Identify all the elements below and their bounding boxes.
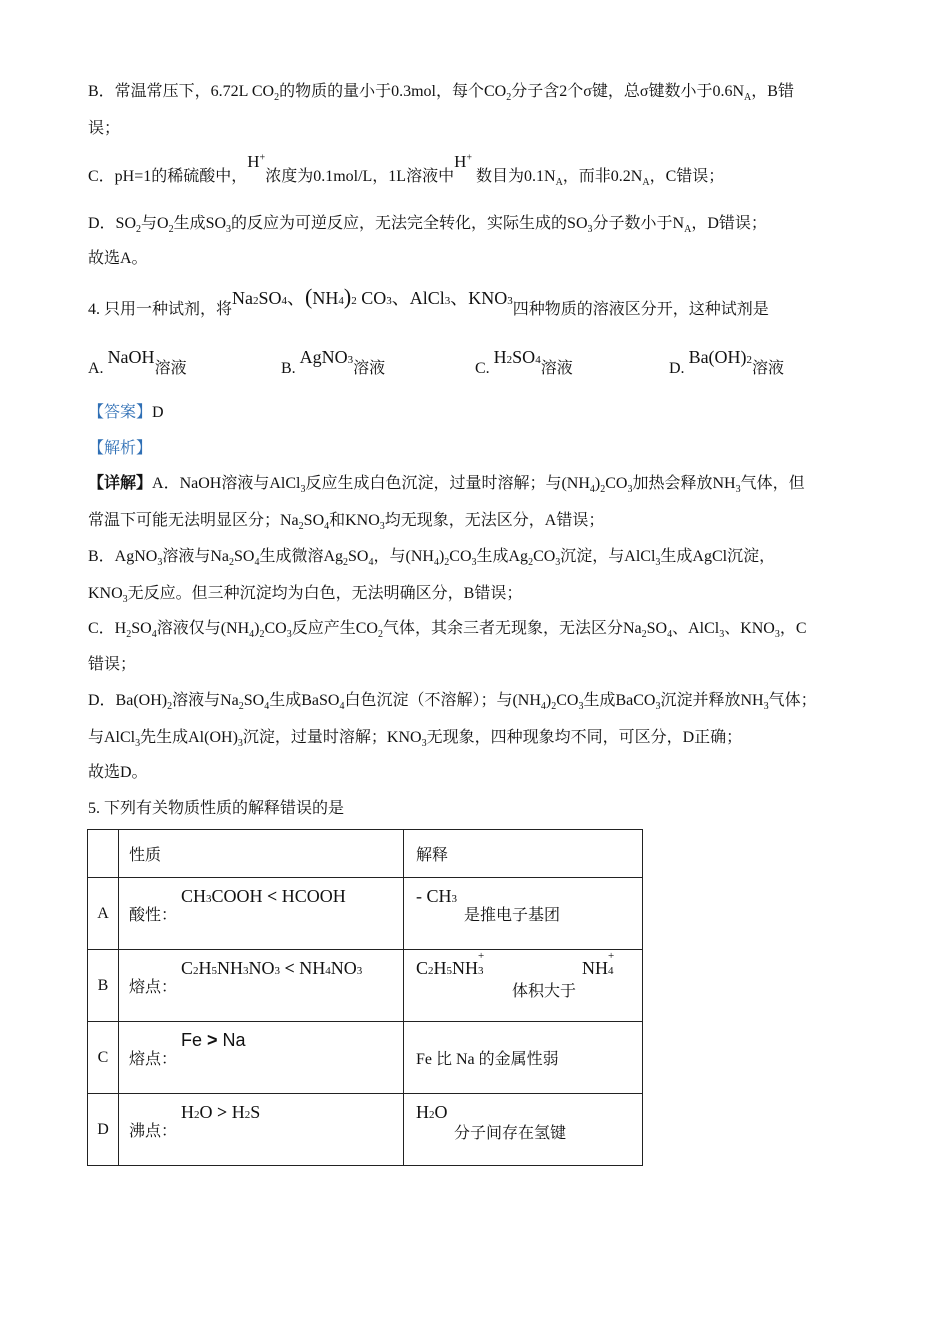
row-id: B bbox=[88, 950, 119, 1022]
detail-line-3: B．AgNO$_3$溶液与$Na_2SO_4$生成微溶$Ag_2SO_4$，与$(NH_4)_2CO_3$生成$Ag_2CO_3$沉淀，与AlCl$_3$生成AgCl沉淀， bbox=[88, 548, 776, 569]
table-header-explanation: 解释 bbox=[404, 830, 643, 878]
table-row bbox=[88, 1022, 643, 1094]
table-row bbox=[88, 878, 643, 950]
option-d[interactable]: D. Ba(OH)2溶液 bbox=[669, 347, 785, 377]
row-explanation: C2H5NH + 3 体积大于 NH + 4 bbox=[404, 950, 643, 1022]
detail-line-4: $KNO_3$无反应。但三种沉淀均为白色，无法明确区分，B错误； bbox=[88, 585, 523, 606]
table-header-property: 性质 bbox=[119, 830, 404, 878]
row-property: 熔点： C2H5NH3NO3 < NH4NO3 bbox=[119, 950, 404, 1022]
row-property: 熔点： Fe > Na bbox=[119, 1022, 404, 1094]
detail-conclusion: 故选D。 bbox=[88, 764, 148, 781]
answer-tag: 【答案】 bbox=[88, 404, 153, 421]
row-property: 沸点： H2O > H2S bbox=[119, 1094, 404, 1166]
row-explanation: H2O 分子间存在氢键 bbox=[404, 1094, 643, 1166]
option-b[interactable]: B. AgNO3溶液 bbox=[281, 347, 386, 377]
answer-value: D bbox=[152, 404, 164, 421]
option-c[interactable]: C. H2SO4溶液 bbox=[475, 347, 573, 377]
row-property: 酸性： CH3COOH < HCOOH bbox=[119, 878, 404, 950]
row-id: A bbox=[88, 878, 119, 950]
detail-line-6: 错误； bbox=[88, 656, 137, 673]
detail-line-7: D．$Ba(OH)_2$溶液与$Na_2SO_4$生成BaSO$_4$白色沉淀（不溶解）；与$(NH_4)_2CO_3$生成BaCO$_3$沉淀并释放$NH_3$气体； bbox=[88, 692, 817, 713]
detail-line-2: 常温下可能无法明显区分；$Na_2SO_4$和$KNO_3$均无现象，无法区分，A错误； bbox=[88, 512, 605, 533]
table-row bbox=[88, 1094, 643, 1166]
table-header-row bbox=[88, 830, 643, 878]
option-a[interactable]: A. NaOH溶液 bbox=[88, 347, 187, 377]
analysis-tag: 【解析】 bbox=[88, 440, 153, 457]
question-4-stem: 4. 只用一种试剂，将Na2SO4、(NH4)2 CO3、AlCl3、KNO3四种物质的溶液区分开，这种试剂是 bbox=[88, 284, 769, 318]
row-explanation: Fe 比 Na 的金属性弱 bbox=[404, 1022, 643, 1094]
property-table bbox=[87, 829, 643, 1166]
row-id: C bbox=[88, 1022, 119, 1094]
detail-line-1: 【详解】A．NaOH溶液与AlCl$_3$反应生成白色沉淀，过量时溶解；与$(NH_4)_2CO_3$加热会释放$NH_3$气体，但 bbox=[88, 475, 805, 496]
table-header-cell bbox=[88, 830, 119, 878]
solution-conclusion: 故选A。 bbox=[88, 250, 148, 267]
question-5-stem: 5. 下列有关物质性质的解释错误的是 bbox=[88, 800, 345, 817]
row-id: D bbox=[88, 1094, 119, 1166]
detail-line-8: 与AlCl$_3$先生成$Al(OH)_3$沉淀，过量时溶解；$KNO_3$无现象，四种现象均不同，可区分，D正确； bbox=[88, 729, 743, 750]
row-explanation: - CH3 是推电子基团 bbox=[404, 878, 643, 950]
solution-line-c: C．pH=1的稀硫酸中，H+浓度为0.1mol/L，1L溶液中H+ 数目为$0.1N_A$，而非$0.2N_A$，C错误； bbox=[88, 152, 725, 189]
solution-line-d: D．$SO_2$与$O_2$生成$SO_3$的反应为可逆反应，无法完全转化，实际生成的$SO_3$分子数小于$N_A$，D错误； bbox=[88, 215, 767, 236]
solution-line-b: B．常温常压下，6.72L $CO_2$的物质的量小于0.3mol，每个$CO_2$分子含2个σ键，总σ键数小于$0.6N_A$，B错 bbox=[88, 83, 794, 104]
answer-line bbox=[88, 401, 878, 425]
table-row bbox=[88, 950, 643, 1022]
solution-line-b-cont: 误； bbox=[88, 120, 121, 137]
detail-line-5: C．$H_2SO_4$溶液仅与$(NH_4)_2CO_3$反应产生$CO_2$气体，其余三者无现象，无法区分$Na_2SO_4$、AlCl$_3$、$KNO_3$，C bbox=[88, 620, 807, 641]
